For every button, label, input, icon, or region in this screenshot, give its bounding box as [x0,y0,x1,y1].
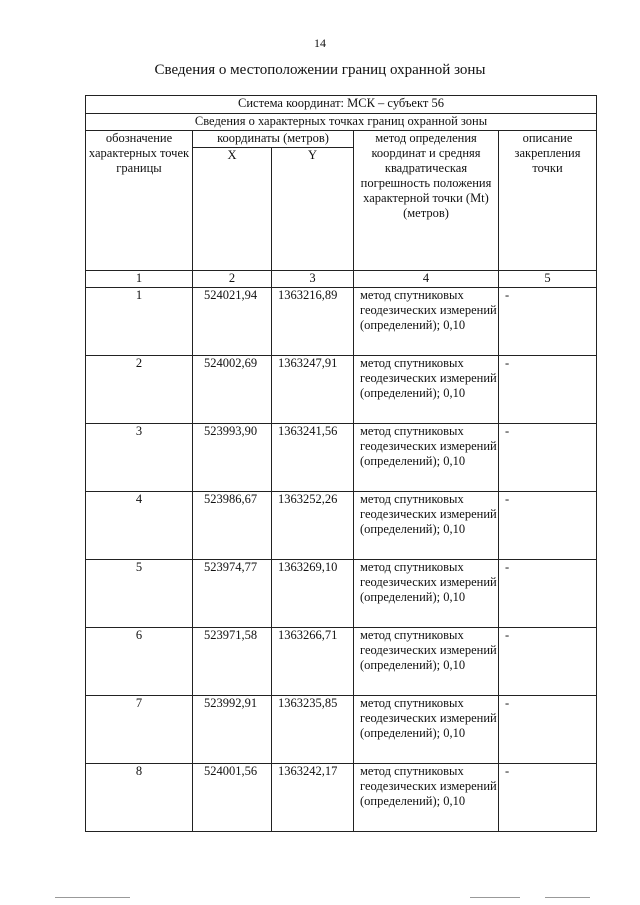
method-cell: метод спутниковых геодезических измерений (определений); 0,10 [354,424,499,492]
table-row [86,764,597,832]
header-y: Y [272,148,354,271]
table-row [86,560,597,628]
method-cell: метод спутниковых геодезических измерений (определений); 0,10 [354,492,499,560]
table-row [86,356,597,424]
method-cell: метод спутниковых геодезических измерений (определений); 0,10 [354,764,499,832]
y-coordinate-cell: 1363216,89 [272,288,354,356]
y-coordinate-cell: 1363252,26 [272,492,354,560]
point-id-cell: 8 [86,764,193,832]
point-id-cell: 6 [86,628,193,696]
boundary-points-table [85,95,597,832]
table-row [86,492,597,560]
x-coordinate-cell: 523971,58 [193,628,272,696]
x-coordinate-cell: 523986,67 [193,492,272,560]
header-coordinates: координаты (метров) [193,131,354,148]
document-title: Сведения о местоположении границ охранной зоны [154,62,486,78]
coordinate-system-row: Система координат: МСК – субъект 56 [86,96,597,114]
header-point-designation: обозначение характерных точек границы [86,131,193,271]
y-coordinate-cell: 1363269,10 [272,560,354,628]
x-coordinate-cell: 524021,94 [193,288,272,356]
header-x: X [193,148,272,271]
column-number: 5 [499,271,597,288]
description-cell: - [499,424,597,492]
column-number: 4 [354,271,499,288]
x-coordinate-cell: 523992,91 [193,696,272,764]
table-row [86,424,597,492]
column-numbers-row [86,271,597,288]
column-number: 1 [86,271,193,288]
description-cell: - [499,492,597,560]
point-id-cell: 4 [86,492,193,560]
x-coordinate-cell: 523993,90 [193,424,272,492]
method-cell: метод спутниковых геодезических измерений (определений); 0,10 [354,288,499,356]
column-number: 3 [272,271,354,288]
header-description: описание закрепления точки [499,131,597,271]
column-number: 2 [193,271,272,288]
method-cell: метод спутниковых геодезических измерений (определений); 0,10 [354,560,499,628]
point-id-cell: 7 [86,696,193,764]
table-row [86,288,597,356]
y-coordinate-cell: 1363235,85 [272,696,354,764]
description-cell: - [499,560,597,628]
point-id-cell: 3 [86,424,193,492]
y-coordinate-cell: 1363247,91 [272,356,354,424]
x-coordinate-cell: 524001,56 [193,764,272,832]
method-cell: метод спутниковых геодезических измерений (определений); 0,10 [354,696,499,764]
scan-footer-marks [0,897,640,899]
point-id-cell: 5 [86,560,193,628]
page-number: 14 [314,36,326,50]
x-coordinate-cell: 524002,69 [193,356,272,424]
method-cell: метод спутниковых геодезических измерений (определений); 0,10 [354,628,499,696]
description-cell: - [499,288,597,356]
description-cell: - [499,628,597,696]
description-cell: - [499,356,597,424]
header-method: метод определения координат и средняя квадратическая погрешность положения характерной точки (Mt) (метров) [354,131,499,271]
description-cell: - [499,696,597,764]
point-id-cell: 2 [86,356,193,424]
y-coordinate-cell: 1363266,71 [272,628,354,696]
y-coordinate-cell: 1363241,56 [272,424,354,492]
boundary-points-info-row: Сведения о характерных точках границ охранной зоны [86,114,597,131]
point-id-cell: 1 [86,288,193,356]
table-row [86,628,597,696]
table-row [86,696,597,764]
method-cell: метод спутниковых геодезических измерений (определений); 0,10 [354,356,499,424]
description-cell: - [499,764,597,832]
y-coordinate-cell: 1363242,17 [272,764,354,832]
x-coordinate-cell: 523974,77 [193,560,272,628]
